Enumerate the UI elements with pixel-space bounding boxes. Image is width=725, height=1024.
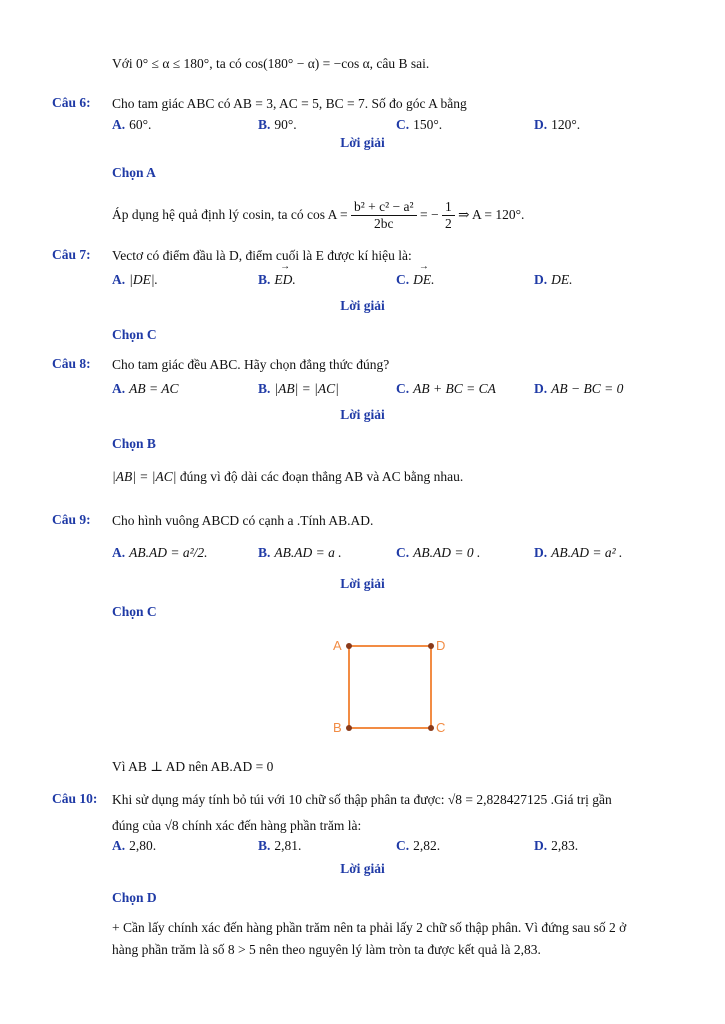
q9-option-c[interactable] [396,545,480,561]
option-letter: D. [534,381,548,396]
question-8-label: Câu 8: [52,356,91,371]
option-text: 120°. [551,117,581,132]
option-letter: B. [258,545,271,560]
question-9-label: Câu 9: [52,512,91,527]
q6-fraction-half [442,199,455,232]
q6-option-b[interactable] [258,117,297,133]
q9-option-a[interactable] [112,545,208,561]
label-c: C [436,720,446,735]
option-letter: B. [258,838,271,853]
intro-line: Với 0° ≤ α ≤ 180°, ta có cos(180° − α) = −cos α, câu B sai. [112,56,430,71]
q8-option-a[interactable] [112,381,178,397]
q8-option-d[interactable] [534,381,623,397]
option-text: 150°. [413,117,443,132]
option-letter: B. [258,117,271,132]
option-text: AB − BC = 0 [551,381,624,396]
option-text: |AB| = |AC| [274,381,339,396]
q10-option-d[interactable] [534,838,578,854]
q7-answer: Chọn C [112,327,157,342]
question-8-stem: Cho tam giác đều ABC. Hãy chọn đẳng thức đúng? [112,357,390,372]
q8-option-c[interactable] [396,381,496,397]
q7-solution-heading: Lời giải [340,298,385,313]
option-text: → ED. [274,272,295,288]
q6-explanation [112,198,524,232]
point-d [428,643,434,649]
option-text: 2,82. [413,838,441,853]
q6-fraction-cos [351,199,417,232]
q10-answer: Chọn D [112,890,157,905]
q10-explanation-line2: hàng phần trăm là số 8 > 5 nên theo nguyên lý làm tròn ta được kết quả là 2,83. [112,942,541,957]
question-10-stem-line1: Khi sử dụng máy tính bỏ túi với 10 chữ số thập phân ta được: √8 = 2,828427125 .Giá trị gần [112,792,612,807]
option-letter: A. [112,545,126,560]
option-letter: A. [112,838,126,853]
label-a: A [333,638,342,653]
option-letter: A. [112,272,126,287]
fraction-numerator: 1 [442,199,455,216]
option-letter: D. [534,117,548,132]
q6-option-a[interactable] [112,117,151,133]
option-text: 2,83. [551,838,579,853]
q9-explanation: Vì AB ⊥ AD nên AB.AD = 0 [112,759,274,774]
option-letter: A. [112,381,126,396]
fraction-denominator: 2bc [374,216,394,232]
option-letter: C. [396,838,410,853]
question-7-label: Câu 7: [52,247,91,262]
option-text: AB.AD = a . [274,545,342,560]
q8-answer: Chọn B [112,436,156,451]
q6-option-d[interactable] [534,117,580,133]
option-text: AB.AD = a² . [551,545,623,560]
question-7-stem: Vectơ có điểm đầu là D, điểm cuối là E được kí hiệu là: [112,248,412,263]
option-text: 60°. [129,117,152,132]
option-text: 2,81. [274,838,302,853]
option-letter: D. [534,838,548,853]
q8-solution-heading: Lời giải [340,407,385,422]
q6-equals-sign: = − [419,207,439,222]
option-letter: A. [112,117,126,132]
option-text: → DE. [413,272,434,288]
q9-option-b[interactable] [258,545,342,561]
q6-option-c[interactable] [396,117,442,133]
option-text: 90°. [274,117,297,132]
q8-explain-expr: |AB| = |AC| [112,469,177,484]
q10-explanation-line1: + Cần lấy chính xác đến hàng phần trăm nên ta phải lấy 2 chữ số thập phân. Vì đứng sau số 2 ở [112,920,627,935]
label-b: B [333,720,342,735]
option-letter: D. [534,272,548,287]
q10-solution-heading: Lời giải [340,861,385,876]
q8-option-b[interactable] [258,381,339,397]
square-outline [349,646,431,728]
option-text: AB = AC [129,381,179,396]
q8-explanation [112,468,463,486]
option-letter: D. [534,545,548,560]
question-6-label: Câu 6: [52,95,91,110]
point-b [346,725,352,731]
q8-explain-text: đúng vì độ dài các đoạn thẳng AB và AC bằng nhau. [179,469,464,484]
option-text: AB.AD = 0 . [413,545,481,560]
point-c [428,725,434,731]
q10-option-a[interactable] [112,838,156,854]
q6-answer: Chọn A [112,165,156,180]
q6-explain-prefix: Áp dụng hệ quả định lý cosin, ta có cos A = [112,207,348,222]
fraction-numerator: b² + c² − a² [351,199,417,216]
label-d: D [436,638,446,653]
fraction-denominator: 2 [444,216,452,232]
q9-option-d[interactable] [534,545,622,561]
question-10-stem-line2: đúng của √8 chính xác đến hàng phần trăm là: [112,818,362,833]
q9-solution-heading: Lời giải [340,576,385,591]
question-9-stem: Cho hình vuông ABCD có cạnh a .Tính AB.AD. [112,513,374,528]
q6-explain-suffix: ⇒ A = 120°. [458,207,525,222]
point-a [346,643,352,649]
q7-option-d[interactable] [534,272,573,288]
option-letter: C. [396,272,410,287]
option-text: AB.AD = a²/2. [129,545,208,560]
question-10-label: Câu 10: [52,791,98,806]
option-text: 2,80. [129,838,157,853]
option-text: AB + BC = CA [413,381,496,396]
q7-option-a[interactable] [112,272,158,288]
q10-option-c[interactable] [396,838,440,854]
q10-option-b[interactable] [258,838,301,854]
q7-option-c[interactable] [396,272,435,288]
option-letter: C. [396,381,410,396]
option-text: DE. [551,272,573,287]
square-abcd-figure [330,635,460,745]
q7-option-b[interactable] [258,272,296,288]
option-letter: C. [396,545,410,560]
q9-answer: Chọn C [112,604,157,619]
option-text: |DE|. [129,272,158,287]
question-6-stem: Cho tam giác ABC có AB = 3, AC = 5, BC = 7. Số đo góc A bằng [112,96,467,111]
q6-solution-heading: Lời giải [340,135,385,150]
option-letter: B. [258,381,271,396]
option-letter: C. [396,117,410,132]
option-letter: B. [258,272,271,287]
